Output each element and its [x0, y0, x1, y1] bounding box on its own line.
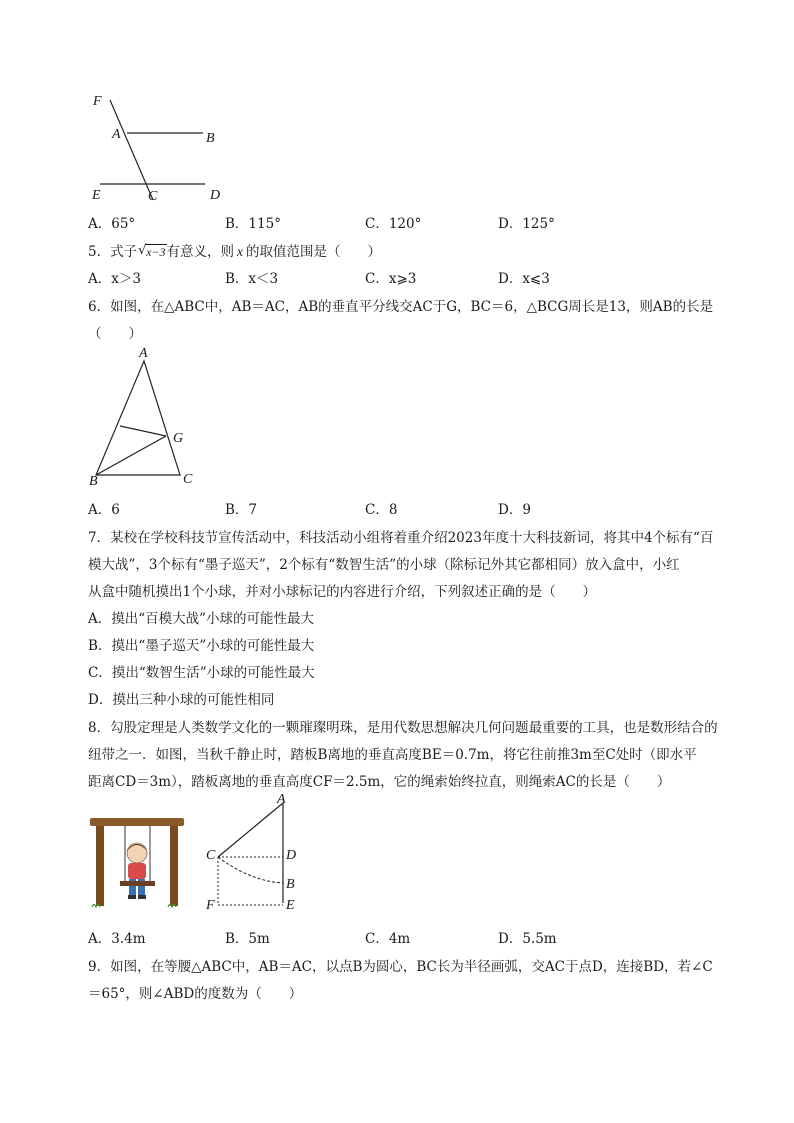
q6-label-G: G	[173, 431, 184, 446]
q6-option-d: D．9	[498, 502, 531, 518]
q4-option-a: A．65°	[88, 216, 136, 232]
q6-stem-line1: 6．如图，在△ABC中，AB＝AC，AB的垂直平分线交AC于G，BC＝6，△BCG周长是13，则AB的长是	[88, 299, 714, 315]
q8-label-C: C	[206, 848, 216, 863]
q5-radical: √ x−3	[138, 243, 166, 259]
label-B: B	[206, 131, 215, 146]
label-A: A	[112, 127, 121, 142]
perp-bisector	[120, 426, 166, 436]
q4-option-b: B．115°	[225, 216, 281, 232]
q7-stem-line1: 7．某校在学校科技节宣传活动中，科技活动小组将着重介绍2023年度十大科技新词，将其中4个标有“百	[88, 530, 714, 546]
q5-stem	[88, 240, 381, 260]
triangle-abc	[96, 361, 180, 475]
q8-label-B: B	[286, 877, 295, 892]
q5-radicand: x−3	[146, 245, 166, 259]
q8-option-a: A．3.4m	[88, 931, 146, 947]
q8-label-A: A	[277, 792, 286, 807]
line-fc	[110, 100, 153, 200]
q4-figure	[85, 90, 245, 210]
q4-option-d: D．125°	[498, 216, 555, 232]
q7-stem-line2: 模大战”，3个标有“墨子巡天”，2个标有“数智生活”的小球（除标记外其它都相同）放入盒中，小红	[88, 557, 680, 573]
q7-option-a: A．摸出“百模大战”小球的可能性最大	[88, 611, 315, 627]
arc-cb	[218, 857, 283, 883]
rope-ac	[218, 803, 283, 857]
q4-option-c: C．120°	[365, 216, 422, 232]
q5-option-d: D．x⩽3	[498, 271, 550, 287]
q7-option-d: D．摸出三种小球的可能性相同	[88, 692, 275, 708]
label-F: F	[93, 94, 102, 109]
q6-stem-line2: （ ）	[88, 326, 142, 342]
q5-suffix: 的取值范围是（ ）	[246, 244, 382, 260]
q5-var: x	[237, 244, 244, 259]
q5-option-c: C．x⩾3	[365, 271, 417, 287]
q7-stem-line3: 从盒中随机摸出1个小球，并对小球标记的内容进行介绍，下列叙述正确的是（ ）	[88, 584, 597, 600]
q8-option-c: C．4m	[365, 931, 411, 947]
q6-option-b: B．7	[225, 502, 258, 518]
q8-option-b: B．5m	[225, 931, 270, 947]
q8-stem-line1: 8．勾股定理是人类数学文化的一颗璀璨明珠，是用代数思想解决几何问题最重要的工具，也是数形结合的	[88, 720, 718, 736]
q6-figure	[90, 350, 200, 480]
swing-illustration	[88, 815, 188, 910]
q8-stem-line3: 距离CD＝3m），踏板离地的垂直高度CF＝2.5m，它的绳索始终拉直，则绳索AC的长是（ ）	[88, 774, 671, 790]
label-C: C	[148, 189, 158, 204]
q6-option-a: A．6	[88, 502, 120, 518]
q5-option-b: B．x＜3	[225, 271, 279, 287]
q6-label-C: C	[183, 472, 193, 487]
q7-option-b: B．摸出“墨子巡天”小球的可能性最大	[88, 638, 315, 654]
q9-stem-line2: ＝65°，则∠ABD的度数为（ ）	[88, 986, 303, 1002]
q8-stem-line2: 纽带之一．如图，当秋千静止时，踏板B离地的垂直高度BE＝0.7m，将它往前推3m至C处时（即水平	[88, 747, 697, 763]
q8-label-F: F	[206, 898, 215, 913]
q9-stem-line1: 9．如图，在等腰△ABC中，AB＝AC，以点B为圆心，BC长为半径画弧，交AC于点D，连接BD，若∠C	[88, 959, 713, 975]
q8-label-D: D	[286, 848, 297, 863]
q8-option-d: D．5.5m	[498, 931, 557, 947]
q5-option-a: A．x＞3	[88, 271, 141, 287]
q7-option-c: C．摸出“数智生活”小球的可能性最大	[88, 665, 315, 681]
q6-label-B: B	[89, 474, 98, 489]
q5-prefix: 5．式子	[88, 244, 138, 260]
q5-mid: 有意义，则	[166, 244, 235, 260]
q8-label-E: E	[286, 898, 295, 913]
q6-label-A: A	[139, 346, 148, 361]
label-D: D	[210, 188, 221, 203]
label-E: E	[92, 188, 101, 203]
q6-option-c: C．8	[365, 502, 398, 518]
segment-bg	[96, 436, 166, 475]
